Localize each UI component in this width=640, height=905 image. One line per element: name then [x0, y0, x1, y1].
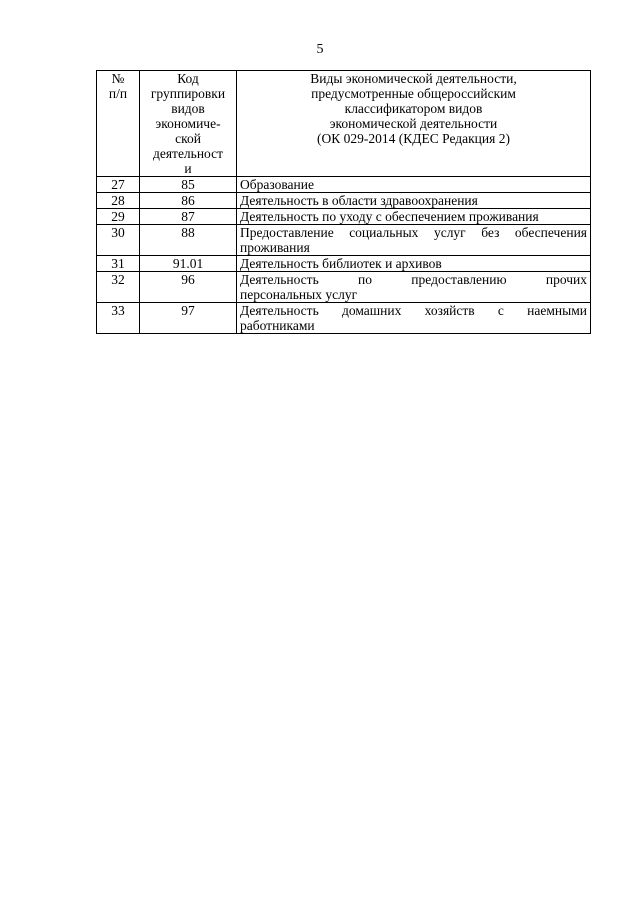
header-code: [140, 71, 237, 177]
row-number: 31: [97, 256, 140, 272]
row-code: 86: [140, 193, 237, 209]
header-number: [97, 71, 140, 177]
table-row: [97, 272, 591, 303]
row-number: 33: [97, 303, 140, 334]
row-description: Деятельность библиотек и архивов: [237, 256, 591, 272]
header-description: [237, 71, 591, 177]
page-number: 5: [316, 42, 324, 57]
table-row: [97, 193, 591, 209]
row-number: 28: [97, 193, 140, 209]
row-description: [237, 225, 591, 256]
table-row: [97, 225, 591, 256]
row-number: 29: [97, 209, 140, 225]
row-description-line: проживания: [240, 240, 310, 255]
row-number: 32: [97, 272, 140, 303]
row-code: 91.01: [140, 256, 237, 272]
row-code: 96: [140, 272, 237, 303]
table-row: [97, 256, 591, 272]
row-description-line: персональных услуг: [240, 287, 358, 302]
table-row: [97, 209, 591, 225]
row-code: 97: [140, 303, 237, 334]
header-description-label: Виды экономической деятельности, предусмотренные общероссийским классификатором видов экономической деятельности (ОК 029-2014 (КДЕС Редакция 2): [310, 71, 517, 146]
table-header-row: [97, 71, 591, 177]
row-code: 87: [140, 209, 237, 225]
row-description: Деятельность в области здравоохранения: [237, 193, 591, 209]
activity-table: [96, 70, 591, 334]
row-description-line: работниками: [240, 318, 315, 333]
row-description-line: Деятельность домашних хозяйств с наемными: [240, 303, 587, 318]
table-row: [97, 303, 591, 334]
row-number: 27: [97, 177, 140, 193]
row-description-line: Предоставление социальных услуг без обеспечения: [240, 225, 587, 240]
row-description: Деятельность по уходу с обеспечением проживания: [237, 209, 591, 225]
row-code: 88: [140, 225, 237, 256]
row-description: Образование: [237, 177, 591, 193]
table-row: [97, 177, 591, 193]
header-code-label: Код группировки видов экономиче- ской деятельност и: [150, 71, 226, 176]
row-description-line: Деятельность по предоставлению прочих: [240, 272, 587, 287]
row-description: [237, 272, 591, 303]
row-description: [237, 303, 591, 334]
row-code: 85: [140, 177, 237, 193]
header-number-label: № п/п: [108, 71, 128, 101]
row-number: 30: [97, 225, 140, 256]
